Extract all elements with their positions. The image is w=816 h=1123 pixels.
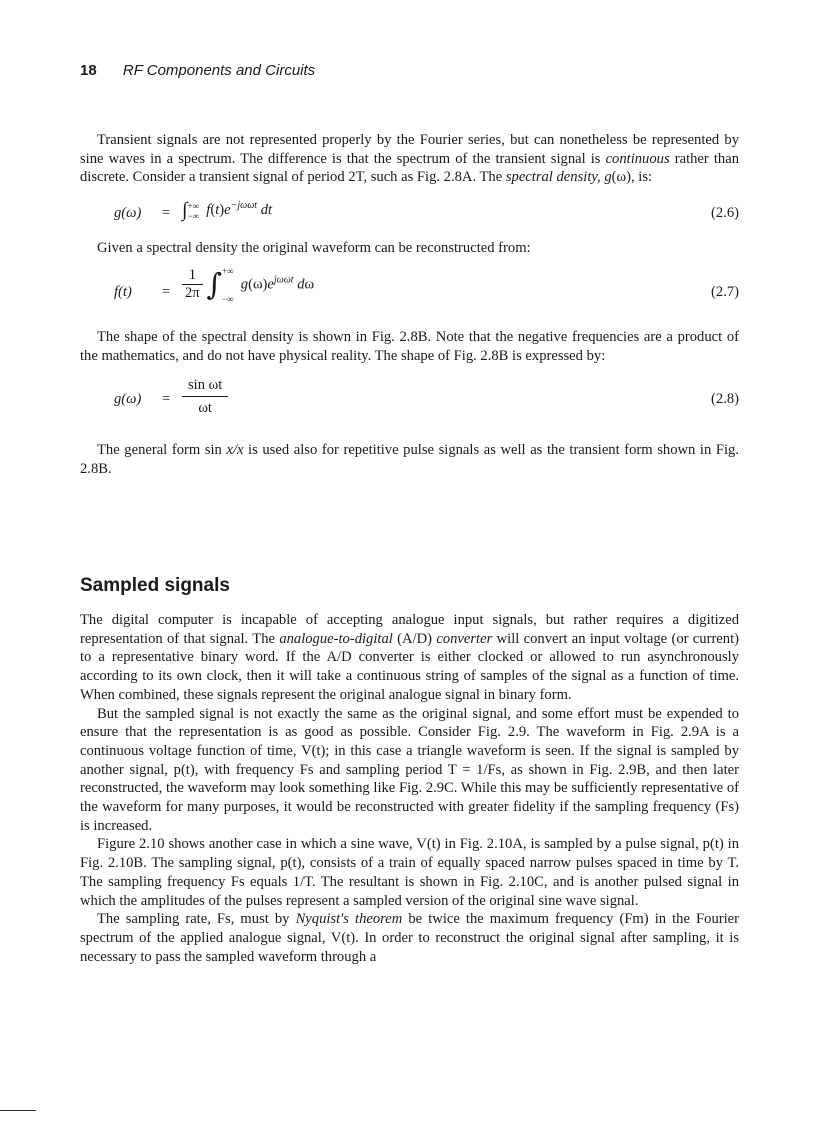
equation-2-6: g(ω) = ∫ +∞ −∞ $f(t)e^{-j\omega\omega t}$ dt (2.6): [114, 199, 739, 222]
paragraph-sinx: The general form sin x/x is used also for repetitive pulse signals as well as the transient form shown in Fig. 2.8B.: [80, 442, 739, 477]
equation-2-7: f(t) = $\frac{1}{2\pi}$ ∫ +∞ −∞ $g(\omega)e^{j\omega\omega t}$ dω (2.7): [114, 265, 739, 304]
paragraph-reconstruct: Given a spectral density the original waveform can be reconstructed from:: [97, 240, 531, 257]
running-header: [80, 62, 315, 79]
paragraph-transient: Transient signals are not represented properly by the Fourier series, but can nonetheless be represented by sine waves in a spectrum. The difference is that the spectrum of the transient signal is continuous rather than discrete. Consider a transient signal of period 2T, such as Fig. 2.8A. The spectral density, g(ω), is:: [80, 132, 739, 186]
paragraph-shape: The shape of the spectral density is shown in Fig. 2.8B. Note that the negative frequencies are a product of the mathematics, and do not have physical reality. The shape of Fig. 2.8B is expressed by:: [80, 328, 739, 364]
paragraph-nyquist: The sampling rate, Fs, must by Nyquist's theorem be twice the maximum frequency (Fm) in the Fourier spectrum of the applied analogue signal, V(t). In order to reconstruct the original signal after sampling, it is necessary to pass the sampled waveform through a: [80, 911, 739, 965]
running-title: RF Components and Circuits: [122, 62, 316, 79]
equation-2-8: g(ω) = $\frac{\text{sin ωt}}{\omega t}$ (2.8): [80, 375, 739, 427]
paragraph-digital: The digital computer is incapable of accepting analogue input signals, but rather requires a digitized representation of that signal. The analogue-to-digital (A/D) converter will convert an input voltage (or current) to a representative binary word. If the A/D converter is either clocked or allowed to run asynchronously according to its own clock, then it will take a continuous string of samples of the signal as a function of time. When combined, these signals represent the original analogue signal in binary form.: [80, 612, 739, 703]
paragraph-figure-210: Figure 2.10 shows another case in which a sine wave, V(t) in Fig. 2.10A, is sampled by a pulse signal, p(t) in Fig. 2.10B. The sampling signal, p(t), consists of a train of equally spaced narrow pulses spaced in time by T. The sampling frequency Fs equals 1/T. The resultant is shown in Fig. 2.10C, and is another pulsed signal in which the amplitudes of the pulses represent a sampled version of the original sine wave signal.: [80, 836, 739, 909]
page-number: 18: [80, 62, 97, 79]
section-heading: Sampled signals: [80, 575, 230, 596]
page-corner-mark: [0, 1110, 36, 1111]
paragraph-sampled: But the sampled signal is not exactly the same as the original signal, and some effort must be expended to ensure that the representation is as good as possible. Consider Fig. 2.9. The waveform in Fig. 2.9A is a continuous voltage function of time, V(t); in this case a triangle waveform is seen. If the signal is sampled by another signal, p(t), with frequency Fs and sampling period T = 1/Fs, as shown in Fig. 2.9B, and then later reconstructed, the waveform may look something like Fig. 2.9C. While this may be sufficiently representative of the waveform for many purposes, it would be reconstructed with greater fidelity if the sampling frequency (Fs) is increased.: [80, 705, 739, 834]
